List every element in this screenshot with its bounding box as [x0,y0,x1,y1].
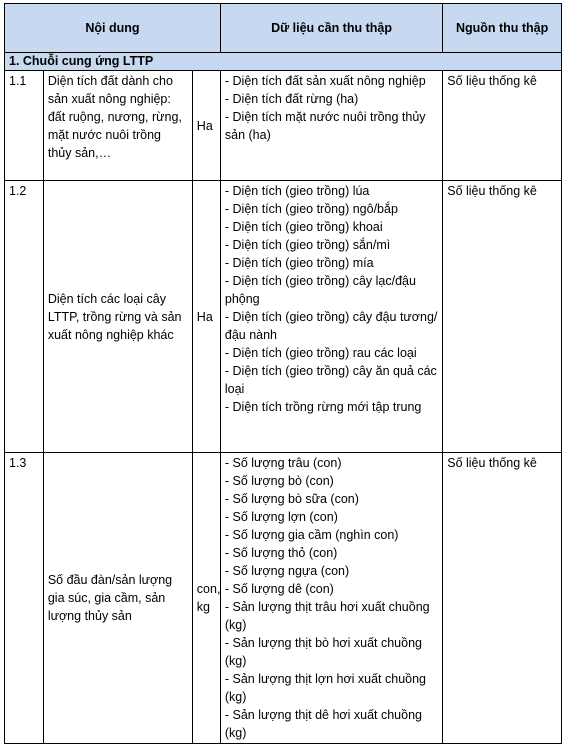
row-unit: Ha [192,71,220,181]
data-item: - Số lượng ngựa (con) [224,564,350,578]
row-data-list [220,181,442,453]
data-item: - Diện tích trồng rừng mới tập trung [224,400,422,414]
row-content: Diện tích các loại cây LTTP, trồng rừng và sản xuất nông nghiệp khác [43,181,192,453]
data-item: - Diện tích (gieo trồng) cây ăn quả các loại [224,364,437,396]
data-collection-table [4,3,562,744]
table-row [5,453,562,744]
section-row [5,53,562,71]
header-content: Nội dung [5,4,221,53]
section-title: 1. Chuỗi cung ứng LTTP [5,53,562,71]
data-item: - Sản lượng thịt trâu hơi xuất chuồng (kg) [224,600,430,632]
data-item: - Diện tích (gieo trồng) khoai [224,220,383,234]
table-header-row [5,4,562,53]
data-item: - Số lượng gia cầm (nghìn con) [224,528,399,542]
data-item: - Diện tích mặt nước nuôi trồng thủy sản (ha) [224,110,426,142]
row-content: Số đầu đàn/sản lượng gia súc, gia cầm, sản lượng thủy sản [43,453,192,744]
data-item: - Diện tích (gieo trồng) lúa [224,184,370,198]
data-item: - Diện tích (gieo trồng) mía [224,256,374,270]
row-unit: con, kg [192,453,220,744]
header-data: Dữ liệu cần thu thập [220,4,442,53]
data-item: - Diện tích (gieo trồng) sắn/mì [224,238,391,252]
data-item: - Diện tích (gieo trồng) cây lạc/đậu phộng [224,274,416,306]
row-content: Diện tích đất dành cho sản xuất nông nghiệp: đất ruộng, nương, rừng, mặt nước nuôi trồng thủy sản,… [43,71,192,181]
row-source: Số liệu thống kê [443,71,562,181]
table-row [5,181,562,453]
data-item: - Diện tích (gieo trồng) rau các loại [224,346,417,360]
row-data-list [220,453,442,744]
row-number: 1.1 [5,71,44,181]
row-unit: Ha [192,181,220,453]
data-item: - Số lượng thỏ (con) [224,546,338,560]
row-number: 1.2 [5,181,44,453]
data-item: - Số lượng trâu (con) [224,456,342,470]
data-item: - Số lượng bò sữa (con) [224,492,359,506]
data-item: - Số lượng bò (con) [224,474,334,488]
data-item: - Diện tích (gieo trồng) cây đậu tương/đậu nành [224,310,438,342]
row-data-list [220,71,442,181]
data-item: - Diện tích (gieo trồng) ngô/bắp [224,202,398,216]
table-row [5,71,562,181]
document-page [4,3,562,744]
row-source: Số liệu thống kê [443,181,562,453]
row-source: Số liệu thống kê [443,453,562,744]
data-item: - Sản lượng thịt dê hơi xuất chuồng (kg) [224,708,422,740]
data-item: - Số lượng dê (con) [224,582,334,596]
data-item: - Sản lượng thịt lợn hơi xuất chuồng (kg) [224,672,426,704]
header-source: Nguồn thu thập [443,4,562,53]
row-number: 1.3 [5,453,44,744]
data-item: - Diện tích đất rừng (ha) [224,92,359,106]
data-item: - Sản lượng thịt bò hơi xuất chuồng (kg) [224,636,422,668]
data-item: - Diện tích đất sản xuất nông nghiệp [224,74,426,88]
data-item: - Số lượng lợn (con) [224,510,338,524]
